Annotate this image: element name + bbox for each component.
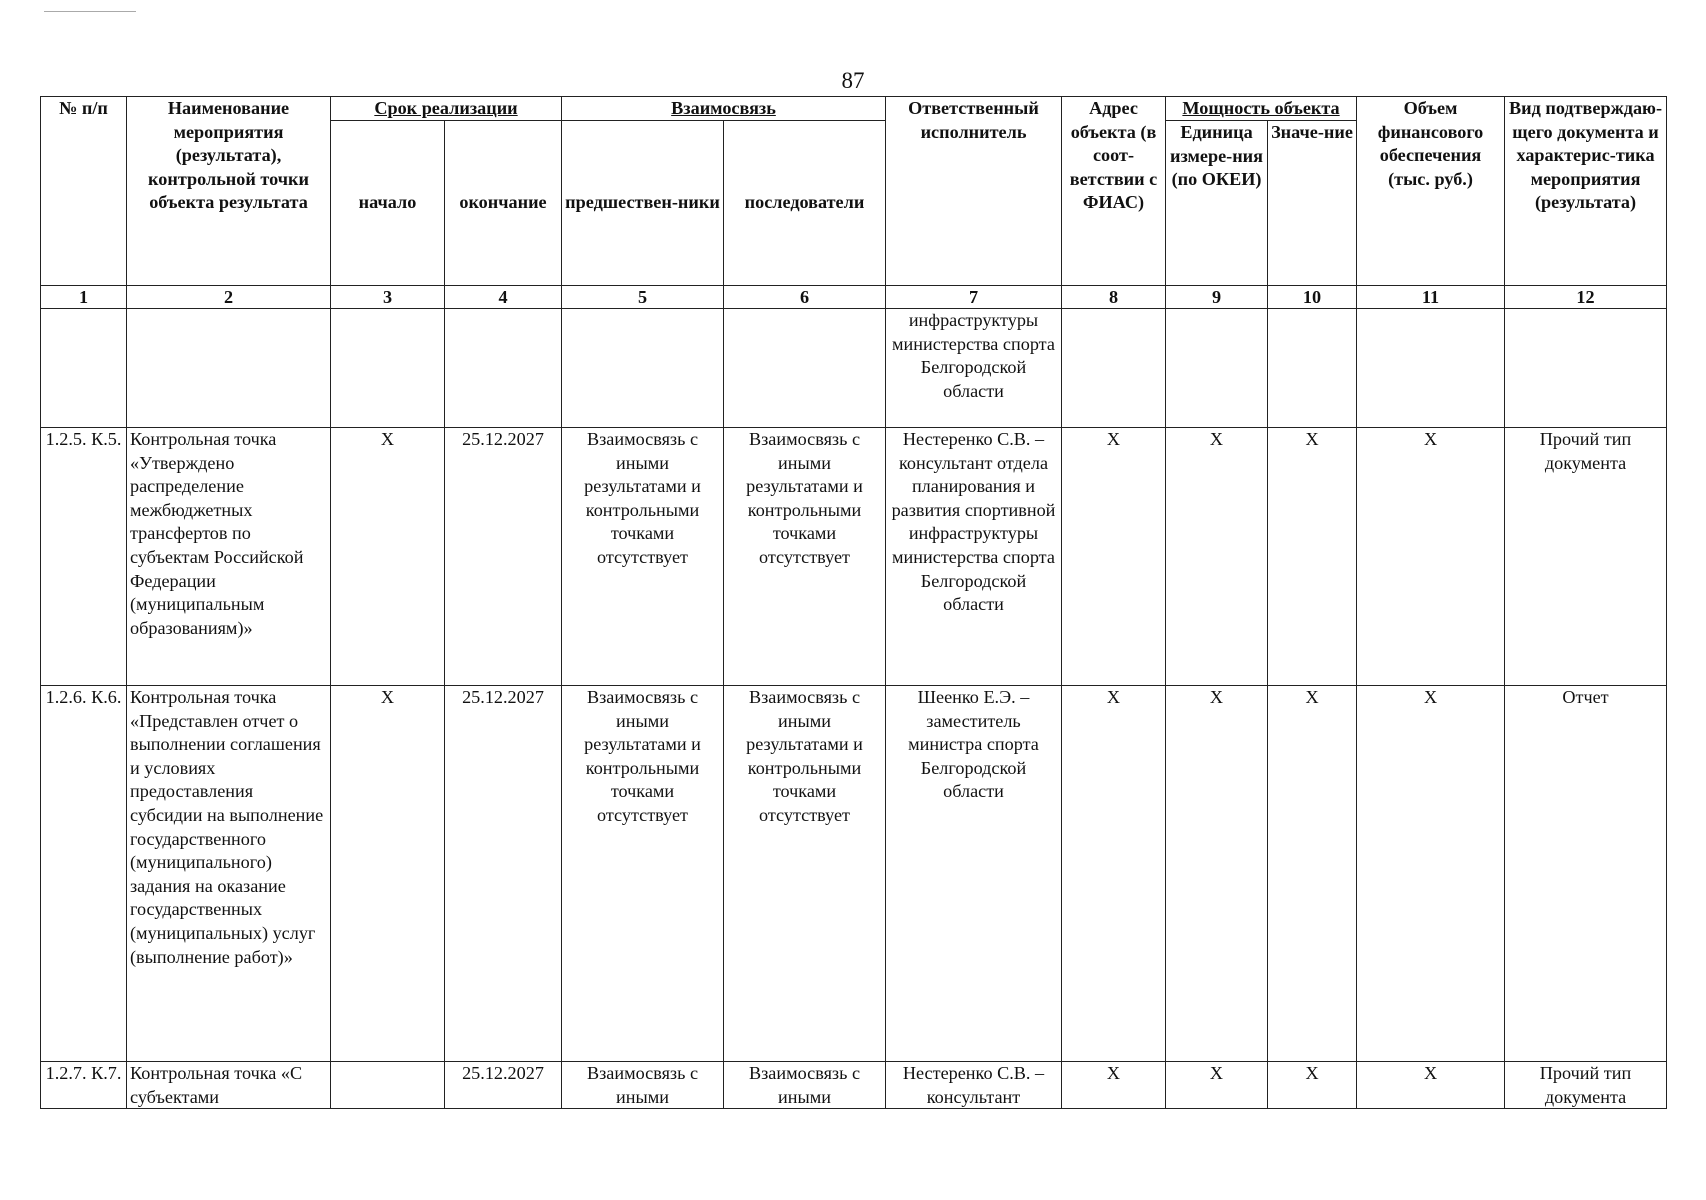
row-address: X — [1106, 1063, 1121, 1083]
column-number: 12 — [1505, 286, 1667, 309]
row-name: Контрольная точка «Представлен отчет о выполнении соглашения и условиях предоставления субсидии на выполнение государственного (муниципального) задания на оказание государственных (муниципальных) услуг (выполнение работ)» — [127, 686, 331, 1062]
row-predecessors: Взаимосвязь с иными результатами и контрольными точками отсутствует — [562, 428, 724, 686]
header-links-succ: последователи — [724, 121, 886, 286]
row-finance: X — [1357, 686, 1505, 1062]
header-links-group: Взаимосвязь — [562, 97, 886, 121]
row-value: X — [1305, 1063, 1319, 1083]
row-predecessors: Взаимосвязь с иными — [586, 1063, 699, 1107]
header-finance: Объем финансового обеспечения (тыс. руб.) — [1357, 97, 1505, 286]
row-responsible: Шеенко Е.Э. – заместитель министра спорта Белгородской области — [886, 686, 1062, 1062]
row-value: X — [1268, 428, 1357, 686]
row-document: Прочий тип документа — [1505, 428, 1667, 686]
row-number: 1.2.5. К.5. — [41, 428, 127, 686]
continuation-responsible: инфраструктуры министерства спорта Белгородской области — [886, 309, 1062, 428]
column-number: 7 — [886, 286, 1062, 309]
header-capacity-group: Мощность объекта — [1166, 97, 1357, 121]
column-number: 9 — [1166, 286, 1268, 309]
row-value: X — [1268, 686, 1357, 1062]
header-name: Наименование мероприятия (результата), контрольной точки объекта результата — [127, 97, 331, 286]
row-number: 1.2.7. К.7. — [45, 1063, 122, 1083]
row-end: 25.12.2027 — [462, 1063, 544, 1083]
column-number: 5 — [562, 286, 724, 309]
row-end: 25.12.2027 — [445, 428, 562, 686]
header-address: Адрес объекта (в соот-ветствии с ФИАС) — [1062, 97, 1166, 286]
column-number: 6 — [724, 286, 886, 309]
row-finance: X — [1357, 428, 1505, 686]
row-start: X — [331, 686, 445, 1062]
header-term-end: окончание — [445, 121, 562, 286]
row-finance: X — [1423, 1063, 1438, 1083]
header-no: № п/п — [41, 97, 127, 286]
header-term-group: Срок реализации — [331, 97, 562, 121]
row-name: Контрольная точка «С субъектами — [130, 1063, 303, 1107]
column-number: 3 — [331, 286, 445, 309]
column-number: 4 — [445, 286, 562, 309]
row-successors: Взаимосвязь с иными — [748, 1063, 861, 1107]
row-successors: Взаимосвязь с иными результатами и контрольными точками отсутствует — [724, 686, 886, 1062]
row-address: X — [1062, 686, 1166, 1062]
row-number: 1.2.6. К.6. — [41, 686, 127, 1062]
column-number: 2 — [127, 286, 331, 309]
column-number: 11 — [1357, 286, 1505, 309]
row-document: Прочий тип документа — [1539, 1063, 1632, 1107]
row-unit: X — [1209, 1063, 1224, 1083]
row-end: 25.12.2027 — [445, 686, 562, 1062]
row-responsible: Нестеренко С.В. – консультант — [902, 1063, 1045, 1107]
table-row — [41, 686, 1667, 1062]
row-unit: X — [1166, 686, 1268, 1062]
row-document: Отчет — [1505, 686, 1667, 1062]
top-rule — [44, 11, 136, 12]
row-name: Контрольная точка «Утверждено распределение межбюджетных трансфертов по субъектам Российской Федерации (муниципальным образованиям)» — [127, 428, 331, 686]
row-address: X — [1062, 428, 1166, 686]
table-row — [41, 1062, 1667, 1109]
column-number: 1 — [41, 286, 127, 309]
header-capacity-unit: Единица измере-ния (по ОКЕИ) — [1166, 121, 1268, 286]
column-number: 10 — [1268, 286, 1357, 309]
row-unit: X — [1166, 428, 1268, 686]
measures-table — [40, 96, 1667, 1109]
continuation-row — [41, 309, 1667, 428]
row-predecessors: Взаимосвязь с иными результатами и контрольными точками отсутствует — [562, 686, 724, 1062]
row-successors: Взаимосвязь с иными результатами и контрольными точками отсутствует — [724, 428, 886, 686]
header-term-start: начало — [331, 121, 445, 286]
header-document: Вид подтверждаю-щего документа и характерис-тика мероприятия (результата) — [1505, 97, 1667, 286]
header-responsible: Ответственный исполнитель — [886, 97, 1062, 286]
table-row — [41, 428, 1667, 686]
column-number-row — [41, 286, 1667, 309]
page-number: 87 — [841, 68, 865, 93]
header-links-pred: предшествен-ники — [562, 121, 724, 286]
row-responsible: Нестеренко С.В. – консультант отдела планирования и развития спортивной инфраструктуры министерства спорта Белгородской области — [886, 428, 1062, 686]
header-capacity-value: Значе-ние — [1268, 121, 1357, 286]
row-start: X — [331, 428, 445, 686]
column-number: 8 — [1062, 286, 1166, 309]
